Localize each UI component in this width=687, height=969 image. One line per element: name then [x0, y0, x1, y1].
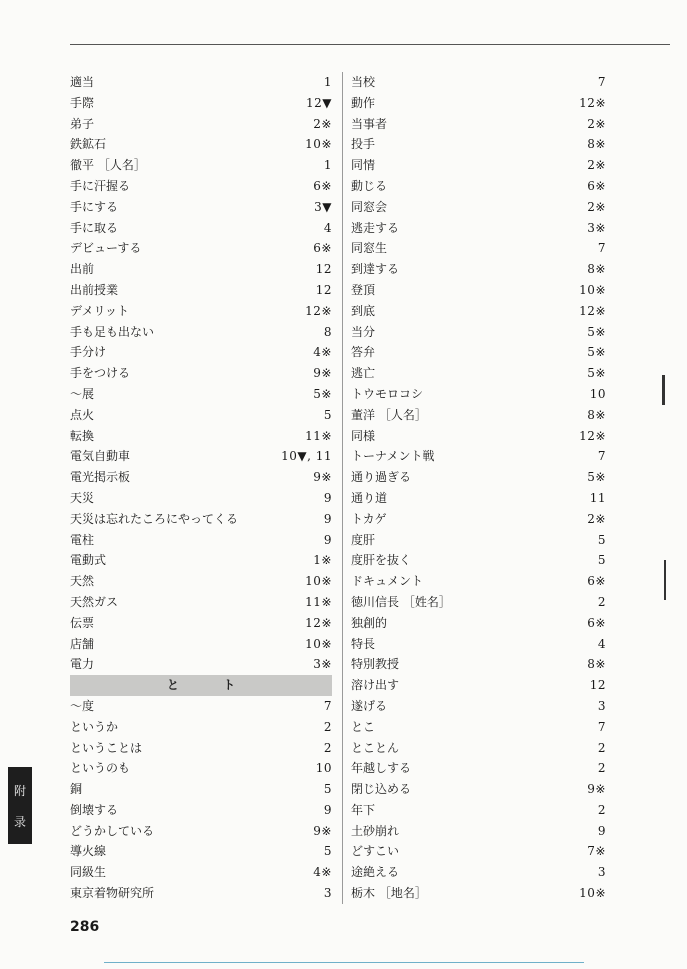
index-lesson-ref: 3	[597, 698, 606, 713]
index-entry	[70, 883, 332, 904]
index-lesson-ref: 8※	[587, 407, 606, 422]
index-entry	[70, 696, 332, 717]
bottom-rule	[104, 962, 584, 963]
index-entry	[70, 218, 332, 239]
index-entry	[70, 467, 332, 488]
index-entry	[351, 197, 606, 218]
index-lesson-ref: 8	[323, 324, 332, 339]
index-lesson-ref: 11※	[305, 428, 332, 443]
index-lesson-ref: 9	[323, 511, 332, 526]
index-lesson-ref: 2	[597, 802, 606, 817]
index-lesson-ref: 5	[323, 782, 332, 797]
index-term: 登頂	[351, 282, 376, 297]
index-entry	[70, 821, 332, 842]
index-term: 特別教授	[351, 657, 400, 672]
index-term: 度肝	[351, 532, 376, 547]
index-term: 手に取る	[70, 220, 119, 235]
index-lesson-ref: 4※	[313, 345, 332, 360]
index-term: トーナメント戦	[351, 449, 435, 464]
index-entry	[70, 446, 332, 467]
index-lesson-ref: 2※	[587, 511, 606, 526]
index-term: 導火線	[70, 844, 107, 859]
index-entry	[70, 862, 332, 883]
index-entry	[351, 592, 606, 613]
index-entry	[70, 426, 332, 447]
index-term: 度肝を抜く	[351, 553, 412, 568]
index-entry	[351, 821, 606, 842]
index-entry	[351, 738, 606, 759]
index-term: 董洋 ［人名］	[351, 407, 427, 422]
index-term: ～展	[70, 386, 95, 401]
index-lesson-ref: 10※	[579, 282, 606, 297]
index-term: 適当	[70, 75, 95, 89]
index-entry	[351, 613, 606, 634]
index-entry	[70, 155, 332, 176]
index-lesson-ref: 11※	[305, 594, 332, 609]
index-lesson-ref: 12	[315, 282, 332, 297]
index-lesson-ref: 4	[597, 636, 606, 651]
index-term: 動作	[351, 95, 376, 110]
index-term: 同様	[351, 428, 376, 443]
index-entry	[351, 218, 606, 239]
index-entry	[351, 488, 606, 509]
index-term: 閉じ込める	[351, 782, 412, 797]
index-lesson-ref: 1※	[313, 553, 332, 568]
index-entry	[351, 155, 606, 176]
index-term: デメリット	[70, 303, 130, 318]
index-term: どうかしている	[70, 823, 155, 838]
index-lesson-ref: 7	[323, 698, 332, 713]
index-entry	[70, 342, 332, 363]
index-term: 動じる	[351, 178, 388, 193]
index-term: 当校	[351, 75, 376, 89]
index-entry	[351, 446, 606, 467]
index-lesson-ref: 10※	[305, 137, 332, 152]
index-term: 土砂崩れ	[351, 823, 400, 838]
index-lesson-ref: 12※	[305, 615, 332, 630]
index-term: 電気自動車	[70, 449, 131, 464]
index-term: 独創的	[351, 615, 388, 630]
index-entry	[351, 675, 606, 696]
index-entry	[351, 301, 606, 322]
index-entry	[351, 426, 606, 447]
index-lesson-ref: 3	[597, 865, 606, 880]
index-lesson-ref: 9※	[587, 782, 606, 797]
index-lesson-ref: 8※	[587, 657, 606, 672]
index-entry	[70, 592, 332, 613]
index-term: 天然ガス	[70, 594, 119, 609]
index-lesson-ref: 12※	[579, 428, 606, 443]
index-entry	[70, 634, 332, 655]
index-entry	[70, 238, 332, 259]
index-entry	[351, 467, 606, 488]
index-lesson-ref: 8※	[587, 262, 606, 277]
index-lesson-ref: 5	[597, 532, 606, 547]
index-entry	[351, 550, 606, 571]
top-rule	[70, 44, 670, 45]
index-term: 溶け出す	[351, 678, 400, 693]
index-lesson-ref: 12▼	[306, 95, 332, 110]
index-lesson-ref: 5※	[587, 366, 606, 381]
index-term: 天然	[70, 574, 95, 589]
index-lesson-ref: 6※	[587, 574, 606, 589]
index-term: 年越しする	[351, 761, 412, 776]
index-lesson-ref: 5※	[587, 470, 606, 485]
index-lesson-ref: 5※	[587, 345, 606, 360]
column-divider	[342, 72, 343, 904]
index-entry	[351, 717, 606, 738]
index-term: トカゲ	[351, 511, 387, 526]
index-lesson-ref: 12※	[579, 303, 606, 318]
index-lesson-ref: 9※	[313, 823, 332, 838]
index-term: 鉄鉱石	[70, 137, 107, 152]
index-term: ～度	[70, 698, 95, 713]
index-entry	[70, 280, 332, 301]
index-lesson-ref: 2	[597, 740, 606, 755]
index-term: 到底	[351, 303, 376, 318]
index-entry	[70, 717, 332, 738]
index-entry	[351, 841, 606, 862]
index-lesson-ref: 2	[323, 719, 332, 734]
index-term: 栃木 ［地名］	[351, 886, 427, 901]
index-lesson-ref: 5※	[313, 386, 332, 401]
index-entry	[70, 488, 332, 509]
index-entry	[351, 238, 606, 259]
index-lesson-ref: 9	[597, 823, 606, 838]
index-term: 当分	[351, 324, 376, 339]
index-term: どすこい	[351, 844, 400, 859]
index-entry	[351, 322, 606, 343]
index-term: 当事者	[351, 116, 388, 131]
index-entry	[70, 114, 332, 135]
index-term: ということは	[70, 740, 143, 755]
index-entry	[70, 779, 332, 800]
index-term: 電動式	[70, 553, 107, 568]
index-term: 同窓会	[351, 199, 388, 214]
index-term: 同情	[351, 158, 376, 173]
side-tab-char: 录	[13, 814, 26, 829]
index-column-right	[351, 72, 606, 904]
index-term: 伝票	[70, 615, 95, 630]
index-entry	[70, 800, 332, 821]
index-lesson-ref: 7※	[587, 844, 606, 859]
index-entry	[351, 654, 606, 675]
index-entry	[70, 93, 332, 114]
index-entry	[351, 405, 606, 426]
index-term: 出前授業	[70, 282, 119, 297]
index-entry	[70, 613, 332, 634]
index-term: というのも	[70, 761, 131, 776]
index-term: 通り過ぎる	[351, 470, 412, 485]
index-entry	[351, 883, 606, 904]
index-term: デビューする	[70, 241, 142, 256]
index-entry	[351, 862, 606, 883]
index-lesson-ref: 1	[323, 75, 332, 89]
index-lesson-ref: 5	[597, 553, 606, 568]
index-lesson-ref: 12※	[579, 95, 606, 110]
appendix-side-tab	[8, 767, 32, 844]
index-entry	[70, 571, 332, 592]
index-entry	[351, 800, 606, 821]
index-lesson-ref: 12※	[305, 303, 332, 318]
index-term: 徳川信長 ［姓名］	[351, 594, 451, 609]
index-term: 天災は忘れたころにやってくる	[70, 511, 239, 526]
index-lesson-ref: 6※	[313, 241, 332, 256]
index-entry	[70, 301, 332, 322]
index-entry	[351, 72, 606, 93]
index-entry	[351, 93, 606, 114]
index-lesson-ref: 5	[323, 844, 332, 859]
index-entry	[351, 342, 606, 363]
index-term: 点火	[70, 407, 95, 422]
index-lesson-ref: 10※	[305, 574, 332, 589]
index-lesson-ref: 3▼	[314, 199, 332, 214]
index-entry	[351, 634, 606, 655]
index-term: 天災	[70, 490, 95, 505]
index-entry	[351, 779, 606, 800]
index-term: 通り道	[351, 490, 388, 505]
index-term: 弟子	[70, 116, 95, 131]
index-lesson-ref: 3※	[587, 220, 606, 235]
index-lesson-ref: 7	[597, 719, 606, 734]
index-term: 出前	[70, 262, 95, 277]
index-term: 東京着物研究所	[70, 886, 155, 901]
index-entry	[351, 509, 606, 530]
index-lesson-ref: 2※	[587, 116, 606, 131]
index-lesson-ref: 9	[323, 802, 332, 817]
index-entry	[351, 384, 606, 405]
index-entry	[70, 405, 332, 426]
index-term: とこ	[351, 719, 376, 734]
index-entry	[351, 259, 606, 280]
index-term: 店舗	[70, 636, 95, 651]
scan-edge-mark	[662, 375, 665, 405]
index-term: 手に汗握る	[70, 178, 131, 193]
index-entry	[351, 530, 606, 551]
index-term: 徹平 ［人名］	[70, 158, 146, 173]
index-entry	[70, 384, 332, 405]
index-term: 倒壊する	[70, 802, 119, 817]
index-lesson-ref: 5	[323, 407, 332, 422]
index-term: 手も足も出ない	[70, 324, 155, 339]
index-term: 電柱	[70, 532, 95, 547]
index-term: 手際	[70, 95, 95, 110]
index-entry	[351, 696, 606, 717]
index-lesson-ref: 2※	[587, 199, 606, 214]
index-lesson-ref: 7	[597, 241, 606, 256]
index-lesson-ref: 6※	[587, 178, 606, 193]
index-lesson-ref: 6※	[313, 178, 332, 193]
index-entry	[70, 197, 332, 218]
index-entry	[70, 654, 332, 675]
index-term: 手にする	[70, 199, 119, 214]
index-entry	[351, 176, 606, 197]
index-term: 到達する	[351, 262, 400, 277]
index-entry	[351, 363, 606, 384]
index-term: 年下	[351, 802, 376, 817]
index-term: 遂げる	[351, 698, 388, 713]
index-entry	[70, 72, 332, 93]
index-lesson-ref: 4※	[313, 865, 332, 880]
index-entry	[70, 738, 332, 759]
index-entry	[351, 134, 606, 155]
index-term: 逃走する	[351, 220, 400, 235]
index-lesson-ref: 2	[597, 761, 606, 776]
index-lesson-ref: 10※	[579, 886, 606, 901]
index-term: とことん	[351, 740, 400, 755]
index-entry	[70, 509, 332, 530]
index-column-left	[70, 72, 332, 904]
index-lesson-ref: 2	[323, 740, 332, 755]
index-entry	[351, 571, 606, 592]
section-header: と ト	[70, 675, 332, 696]
index-term: 同窓生	[351, 241, 388, 256]
index-lesson-ref: 5※	[587, 324, 606, 339]
index-lesson-ref: 9	[323, 532, 332, 547]
index-term: 途絶える	[351, 865, 400, 880]
index-lesson-ref: 11	[589, 490, 606, 505]
index-lesson-ref: 10※	[305, 636, 332, 651]
index-lesson-ref: 7	[597, 449, 606, 464]
index-lesson-ref: 6※	[587, 615, 606, 630]
index-lesson-ref: 10	[589, 386, 606, 401]
index-entry	[351, 114, 606, 135]
index-entry	[70, 550, 332, 571]
index-lesson-ref: 9※	[313, 366, 332, 381]
index-term: ドキュメント	[351, 574, 424, 589]
index-entry	[70, 530, 332, 551]
index-entry	[351, 280, 606, 301]
index-lesson-ref: 1	[323, 158, 332, 173]
index-lesson-ref: 10▼, 11	[281, 449, 332, 464]
index-lesson-ref: 3※	[313, 657, 332, 672]
index-lesson-ref: 12	[315, 262, 332, 277]
index-term: 答弁	[351, 345, 376, 360]
index-term: というか	[70, 719, 119, 734]
scan-edge-mark	[664, 560, 666, 600]
index-term: 電光掲示板	[70, 470, 131, 485]
index-lesson-ref: 12	[589, 678, 606, 693]
index-lesson-ref: 2	[597, 594, 606, 609]
index-lesson-ref: 2※	[313, 116, 332, 131]
index-lesson-ref: 2※	[587, 158, 606, 173]
index-entry	[70, 363, 332, 384]
side-tab-char: 附	[13, 783, 26, 798]
index-lesson-ref: 10	[315, 761, 332, 776]
index-entry	[351, 758, 606, 779]
page-number: 286	[70, 919, 100, 935]
index-term: 同級生	[70, 865, 107, 880]
index-entry	[70, 322, 332, 343]
index-lesson-ref: 9	[323, 490, 332, 505]
index-term: 手をつける	[70, 366, 131, 381]
index-lesson-ref: 9※	[313, 470, 332, 485]
index-entry	[70, 259, 332, 280]
index-term: 特長	[351, 636, 376, 651]
index-lesson-ref: 4	[323, 220, 332, 235]
index-term: 手分け	[70, 345, 107, 360]
index-lesson-ref: 3	[323, 886, 332, 901]
index-term: 銅	[70, 782, 83, 797]
index-lesson-ref: 8※	[587, 137, 606, 152]
index-entry	[70, 758, 332, 779]
index-entry	[70, 841, 332, 862]
index-lesson-ref: 7	[597, 75, 606, 89]
index-term: 投手	[351, 137, 376, 152]
index-term: 逃亡	[351, 366, 376, 381]
index-term: 電力	[70, 657, 95, 672]
index-term: トウモロコシ	[351, 386, 424, 401]
index-term: 転換	[70, 428, 95, 443]
index-entry	[70, 134, 332, 155]
index-entry	[70, 176, 332, 197]
